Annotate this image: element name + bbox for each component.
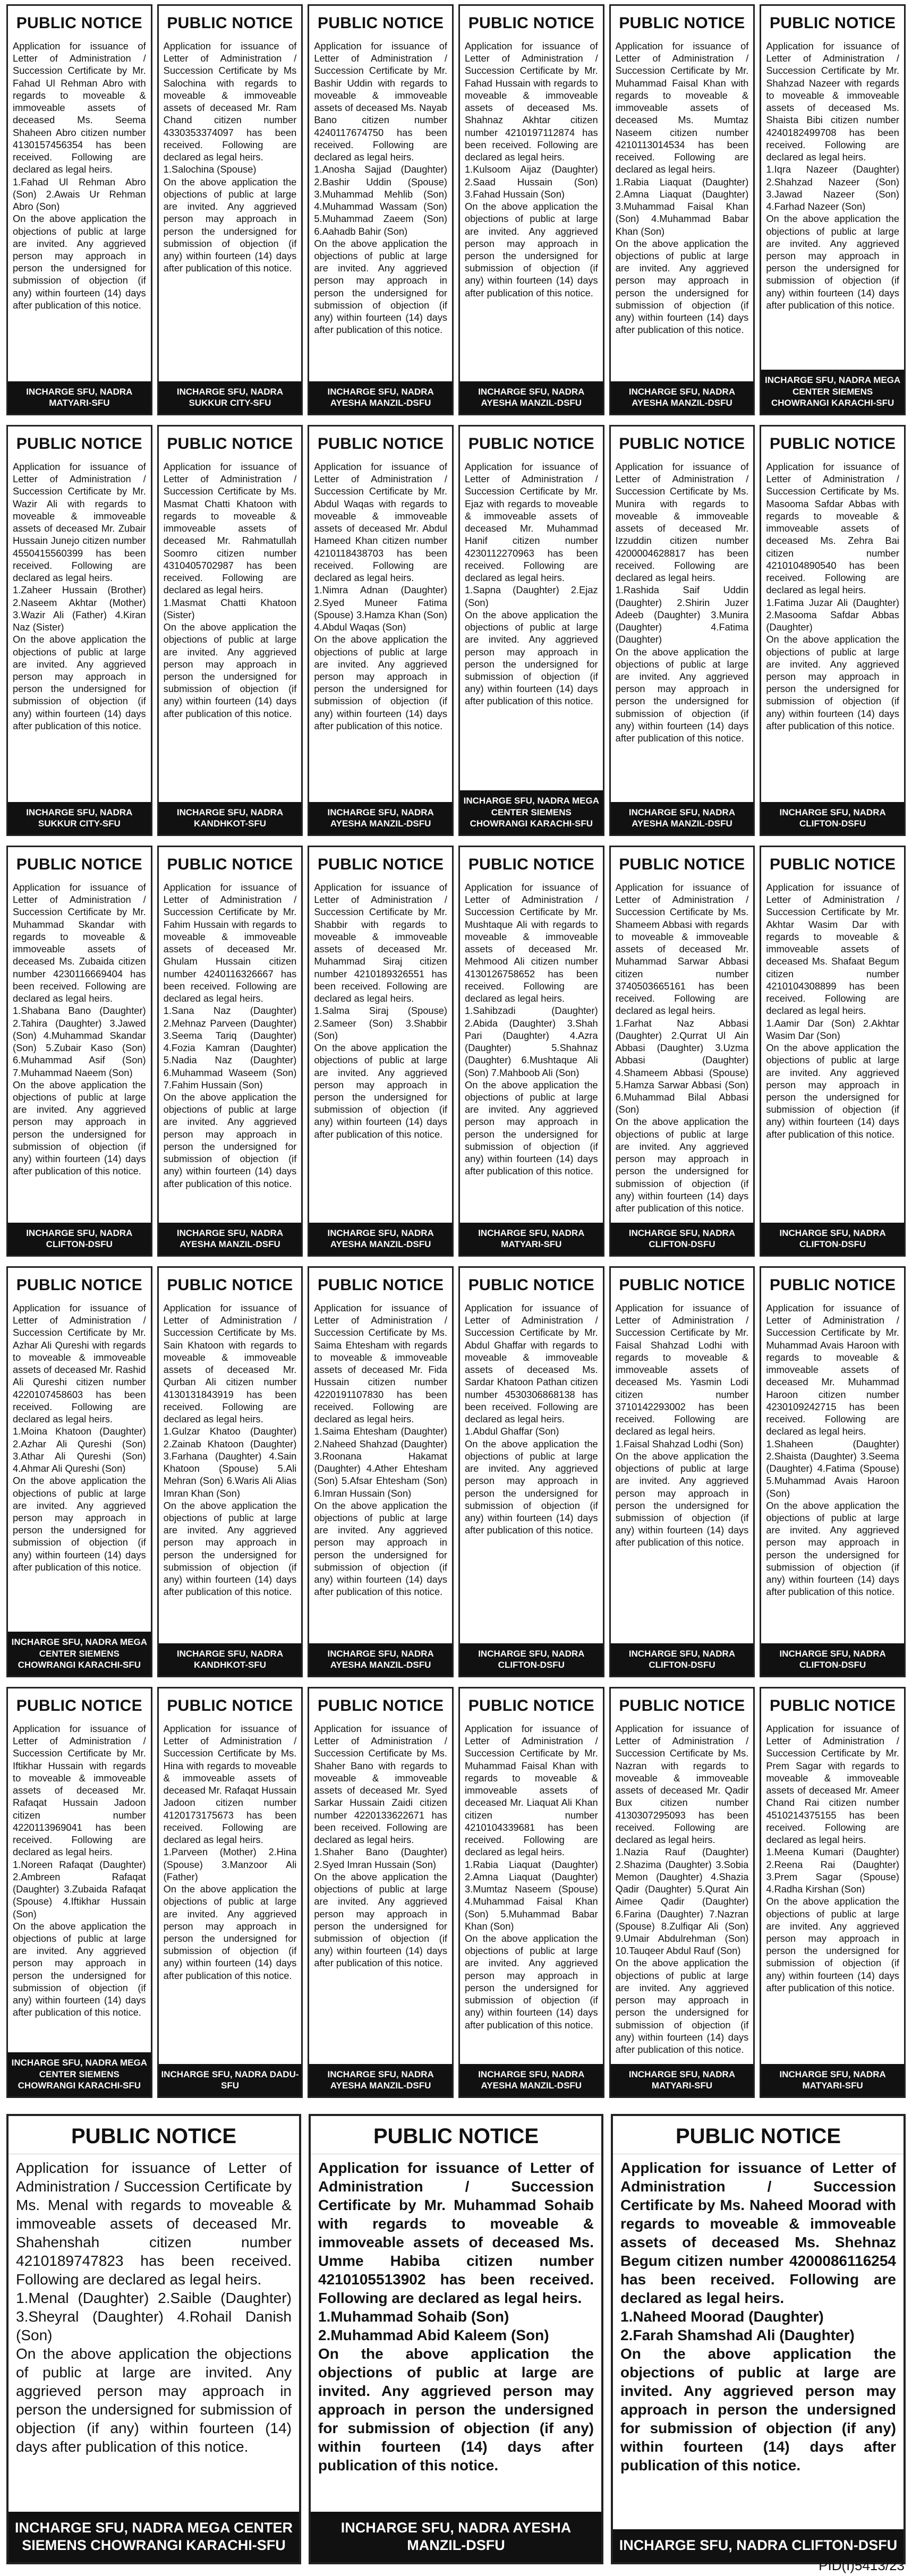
notice-title: PUBLIC NOTICE [468, 14, 594, 32]
notice-title: PUBLIC NOTICE [613, 2116, 904, 2154]
notice-body: Application for issuance of Letter of Administration / Succession Certificate by Ms. Saima Ehtesham with regards to moveable & immoveable assets of deceased Mr. Fida Hussain citizen number 4220191107830 has been received. Following are declared as legal heirs. 1.Saima Ehtesham (Daughter) 2.Naheed Shahzad (Daughter) 3.Roonana Hakamat (Daughter) 4.Ather Ehtesham (Son) 5.Afsar Ehtesham (Son) 6.Imran Hussain (Son) On the above application the objections of public at large are invited. Any aggrieved person may approach in person the undersigned for submission of objection (if any) within fourteen (14) days after publication of this notice. [314, 1302, 447, 1598]
notice-signatory: INCHARGE SFU, NADRA AYESHA MANZIL-DSFU [611, 381, 754, 414]
notice-body: Application for issuance of Letter of Administration / Succession Certificate by Mr. Abdul Waqas with regards to moveable & immoveable assets of deceased Mr. Abdul Hameed Khan citizen number 4210118438703 has been received. Following are declared as legal heirs. 1.Nimra Adnan (Daughter) 2.Syed Muneer Fatima (Spouse) 3.Hamza Khan (Son) 4.Abdul Waqas (Son) On the above application the objections of public at large are invited. Any aggrieved person may approach in person the undersigned for submission of objection (if any) within fourteen (14) days after publication of this notice. [314, 461, 447, 731]
publication-id: PID(I)5413/23 [819, 2557, 905, 2573]
notice-signatory: INCHARGE SFU, NADRA AYESHA MANZIL-DSFU [311, 2512, 601, 2563]
public-notice [609, 846, 755, 1257]
notice-title: PUBLIC NOTICE [318, 856, 444, 873]
notice-signatory: INCHARGE SFU, NADRA KANDHKOT-SFU [159, 802, 302, 835]
notice-title: PUBLIC NOTICE [619, 1697, 745, 1715]
public-notice [609, 4, 755, 415]
notice-body: Application for issuance of Letter of Administration / Succession Certificate by Mr. Iftikhar Hussain with regards to moveable & immoveable assets of deceased Mr. Rafaqat Hussain Jadoon citizen number 4220113969041 has been received. Following are declared as legal heirs. 1.Noreen Rafaqat (Daughter) 2.Ambreen Rafaqat (Daughter) 3.Zubaida Rafaqat (Spouse) 4.Iftikhar Hussain (Son) On the above application the objections of public at large are invited. Any aggrieved person may approach in person the undersigned for submission of objection (if any) within fourteen (14) days after publication of this notice. [13, 1723, 146, 2018]
notice-body: Application for issuance of Letter of Administration / Succession Certificate by Mr. Prem Sagar with regards to moveable & immoveable assets of deceased Mr. Ameer Chand Rai citizen number 4510214375155 has been received. Following are declared as legal heirs. 1.Meena Kumari (Daughter) 2.Reena Rai (Daughter) 3.Prem Sagar (Spouse) 4.Radha Kirshan (Son) On the above application the objections of public at large are invited. Any aggrieved person may approach in person the undersigned for submission of objection (if any) within fourteen (14) days after publication of this notice. [766, 1723, 899, 1993]
public-notice [6, 425, 152, 836]
notice-body: Application for issuance of Letter of Administration / Succession Certificate by Ms. Nazran with regards to moveable & immoveable assets of deceased Mr. Qadir Bux citizen number 4130307295093 has been received. Following are declared as legal heirs. 1.Nazia Rauf (Daughter) 2.Shazima (Daughter) 3.Sobia Memon (Daughter) 4.Shazia Qadir (Daughter) 5.Qurat Ain Aimee Qadir (Daughter) 6.Farina (Daughter) 7.Nazran (Spouse) 8.Zulfiqar Ali (Son) 9.Umair Abdulrehman (Son) 10.Tauqeer Abdul Rauf (Son) On the above application the objections of public at large are invited. Any aggrieved person may approach in person the undersigned for submission of objection (if any) within fourteen (14) days after publication of this notice. [615, 1723, 749, 2055]
public-notice [458, 846, 604, 1257]
notice-title: PUBLIC NOTICE [770, 14, 896, 32]
public-notice [157, 1687, 303, 2098]
notice-body: Application for issuance of Letter of Administration / Succession Certificate by Ms. Shaher Bano with regards to moveable & immoveable assets of deceased Mr. Syed Sarkar Hussain Zaidi citizen number 4220133622671 has been received. Following are declared as legal heirs. 1.Shaher Bano (Daughter) 2.Syed Imran Hussain (Son) On the above application the objections of public at large are invited. Any aggrieved person may approach in person the undersigned for submission of objection (if any) within fourteen (14) days after publication of this notice. [314, 1723, 447, 1969]
notice-title: PUBLIC NOTICE [16, 1697, 142, 1715]
notice-signatory: INCHARGE SFU, NADRA MEGA CENTER SIEMENS CHOWRANGI KARACHI-SFU [8, 1632, 151, 1676]
notice-title: PUBLIC NOTICE [16, 435, 142, 453]
public-notice [308, 1266, 454, 1677]
notice-signatory: INCHARGE SFU, NADRA KANDHKOT-SFU [159, 1643, 302, 1676]
notice-signatory: INCHARGE SFU, NADRA MATYARI-SFU [460, 1223, 603, 1256]
notice-signatory: INCHARGE SFU, NADRA AYESHA MANZIL-DSFU [611, 802, 754, 835]
public-notice [760, 425, 906, 836]
notice-signatory: INCHARGE SFU, NADRA AYESHA MANZIL-DSFU [309, 1643, 452, 1676]
notice-title: PUBLIC NOTICE [619, 14, 745, 32]
public-notice [308, 4, 454, 415]
notice-title: PUBLIC NOTICE [167, 14, 293, 32]
notice-signatory: INCHARGE SFU, NADRA CLIFTON-DSFU [8, 1223, 151, 1256]
notice-signatory: INCHARGE SFU, NADRA CLIFTON-DSFU [460, 1643, 603, 1676]
notice-signatory: INCHARGE SFU, NADRA CLIFTON-DSFU [761, 1223, 904, 1256]
notice-body: Application for issuance of Letter of Administration / Succession Certificate by Mr. Azhar Ali Qureshi with regards to moveable & immoveable assets of deceased Mr. Rashid Ali Qureshi citizen number 4220107458603 has been received. Following are declared as legal heirs. 1.Moina Khatoon (Daughter) 2.Azhar Ali Qureshi (Son) 3.Athar Ali Qureshi (Son) 4.Ahmar Ali Qureshi (Son) On the above application the objections of public at large are invited. Any aggrieved person may approach in person the undersigned for submission of objection (if any) within fourteen (14) days after publication of this notice. [13, 1302, 146, 1573]
large-notice-row [6, 2114, 906, 2564]
notice-signatory: INCHARGE SFU, NADRA CLIFTON-DSFU [761, 802, 904, 835]
public-notice [6, 2114, 301, 2564]
public-notice [458, 4, 604, 415]
notice-body: Application for issuance of Letter of Administration / Succession Certificate by Ms. Masooma Safdar Abbas with regards to moveable & immoveable assets of deceased Ms. Zehra Bai citizen number 4210104890540 has been received. Following are declared as legal heirs. 1.Fatima Juzar Ali (Daughter) 2.Masooma Safdar Abbas (Daughter) On the above application the objections of public at large are invited. Any aggrieved person may approach in person the undersigned for submission of objection (if any) within fourteen (14) days after publication of this notice. [766, 461, 899, 731]
notice-signatory: INCHARGE SFU, NADRA AYESHA MANZIL-DSFU [460, 381, 603, 414]
notice-signatory: INCHARGE SFU, NADRA SUKKUR CITY-SFU [8, 802, 151, 835]
notice-signatory: INCHARGE SFU, NADRA MATYARI-SFU [8, 381, 151, 414]
public-notice [609, 1266, 755, 1677]
public-notice [458, 1266, 604, 1677]
notice-signatory: INCHARGE SFU, NADRA MEGA CENTER SIEMENS CHOWRANGI KARACHI-SFU [8, 2052, 151, 2096]
notice-title: PUBLIC NOTICE [318, 1276, 444, 1294]
notice-body: Application for issuance of Letter of Administration / Succession Certificate by Mr. Fahad Ul Rehman Abro with regards to moveable & immoveable assets of deceased Ms. Seema Shaheen Abro citizen number 4130157456354 has been received. Following are declared as legal heirs. 1.Fahad Ul Rehman Abro (Son) 2.Awais Ur Rehman Abro (Son) On the above application the objections of public at large are invited. Any aggrieved person may approach in person the undersigned for submission of objection (if any) within fourteen (14) days after publication of this notice. [13, 40, 146, 311]
public-notice [308, 846, 454, 1257]
notice-signatory: INCHARGE SFU, NADRA AYESHA MANZIL-DSFU [159, 1223, 302, 1256]
notice-body: Application for issuance of Letter of Administration / Succession Certificate by Mr. Muhammad Avais Haroon with regards to moveable & immoveable assets of deceased Mr. Muhammad Haroon citizen number 4230109242715 has been received. Following are declared as legal heirs. 1.Shaheen (Daughter) 2.Shaista (Daughter) 3.Seema (Daughter) 4.Fatima (Spouse) 5.Muhammad Avais Haroon (Son) On the above application the objections of public at large are invited. Any aggrieved person may approach in person the undersigned for submission of objection (if any) within fourteen (14) days after publication of this notice. [766, 1302, 899, 1598]
notice-signatory: INCHARGE SFU, NADRA AYESHA MANZIL-DSFU [460, 2064, 603, 2097]
notice-signatory: INCHARGE SFU, NADRA MATYARI-SFU [611, 2064, 754, 2097]
notice-title: PUBLIC NOTICE [770, 1276, 896, 1294]
notice-body: Application for issuance of Letter of Administration / Succession Certificate by Ms. Sain Khatoon with regards to moveable & immoveable assets of deceased Mr. Qurban Ali citizen number 4130131843919 has been received. Following are declared as legal heirs. 1.Gulzar Khatoo (Daughter) 2.Zainab Khatoon (Daughter) 3.Farhana (Daughter) 4.Sain Khatoon (Spouse) 5.Ali Mehran (Son) 6.Waris Ali Alias Imran Khan (Son) On the above application the objections of public at large are invited. Any aggrieved person may approach in person the undersigned for submission of objection (if any) within fourteen (14) days after publication of this notice. [163, 1302, 297, 1598]
public-notice [609, 1687, 755, 2098]
notice-body: Application for issuance of Letter of Administration / Succession Certificate by Mr. Faisal Shahzad Lodhi with regards to moveable & immoveable assets of deceased Ms. Yasmin Lodi citizen number 3710142293002 has been received. Following are declared as legal heirs. 1.Faisal Shahzad Lodhi (Son) On the above application the objections of public at large are invited. Any aggrieved person may approach in person the undersigned for submission of objection (if any) within fourteen (14) days after publication of this notice. [615, 1302, 749, 1548]
notice-title: PUBLIC NOTICE [16, 856, 142, 873]
notice-title: PUBLIC NOTICE [619, 435, 745, 453]
notice-body: Application for issuance of Letter of Administration / Succession Certificate by Ms. Hina with regards to moveable & immoveable assets of deceased Mr. Rafaqat Hussain Jadoon citizen number 4120173175673 has been received. Following are declared as legal heirs. 1.Parveen (Mother) 2.Hina (Spouse) 3.Manzoor Ali (Father) On the above application the objections of public at large are invited. Any aggrieved person may approach in person the undersigned for submission of objection (if any) within fourteen (14) days after publication of this notice. [163, 1723, 297, 1981]
public-notice [308, 1687, 454, 2098]
notice-title: PUBLIC NOTICE [16, 14, 142, 32]
notice-signatory: INCHARGE SFU, NADRA AYESHA MANZIL-DSFU [309, 2064, 452, 2097]
notice-signatory: INCHARGE SFU, NADRA MATYARI-SFU [761, 2064, 904, 2097]
notice-title: PUBLIC NOTICE [167, 1697, 293, 1715]
notice-body: Application for issuance of Letter of Administration / Succession Certificate by Mr. Wazir Ali with regards to moveable & immoveable assets of deceased Mr. Zubair Hussain Junejo citizen number 4550415560399 has been received. Following are declared as legal heirs. 1.Zaheer Hussain (Brother) 2.Naseem Akhtar (Mother) 3.Wazir Ali (Father) 4.Kiran Naz (Sister) On the above application the objections of public at large are invited. Any aggrieved person may approach in person the undersigned for submission of objection (if any) within fourteen (14) days after publication of this notice. [13, 461, 146, 731]
notice-body: Application for issuance of Letter of Administration / Succession Certificate by Mr. Mushtaque Ali with regards to moveable & immoveable assets of deceased Mr. Mehmood Ali citizen number 4130126758652 has been received. Following are declared as legal heirs. 1.Sahibzadi (Daughter) 2.Abida (Daughter) 3.Shah Pari (Daughter) 4.Azra (Daughter) 5.Shahnaz (Daughter) 6.Mushtaque Ali (Son) 7.Mahboob Ali (Son) On the above application the objections of public at large are invited. Any aggrieved person may approach in person the undersigned for submission of objection (if any) within fourteen (14) days after publication of this notice. [464, 882, 598, 1177]
public-notice [6, 1266, 152, 1677]
notice-signatory: INCHARGE SFU, NADRA SUKKUR CITY-SFU [159, 381, 302, 414]
notice-signatory: INCHARGE SFU, NADRA AYESHA MANZIL-DSFU [309, 381, 452, 414]
public-notice [458, 1687, 604, 2098]
notice-body: Application for issuance of Letter of Administration / Succession Certificate by Mr. Abdul Ghaffar with regards to moveable & immoveable assets of deceased Ms. Sardar Khatoon Pathan citizen number 4530306868138 has been received. Following are declared as legal heirs. 1.Abdul Ghaffar (Son) On the above application the objections of public at large are invited. Any aggrieved person may approach in person the undersigned for submission of objection (if any) within fourteen (14) days after publication of this notice. [464, 1302, 598, 1536]
notice-body: Application for issuance of Letter of Administration / Succession Certificate by Mr. Muhammad Faisal Khan with regards to moveable & immoveable assets of deceased Mr. Liaquat Ali Khan citizen number 4210104339681 has been received. Following are declared as legal heirs. 1.Rabia Liaquat (Daughter) 2.Amna Liaquat (Daughter) 3.Mumtaz Naseem (Spouse) 4.Muhammad Faisal Khan (Son) 5.Muhammad Babar Khan (Son) On the above application the objections of public at large are invited. Any aggrieved person may approach in person the undersigned for submission of objection (if any) within fourteen (14) days after publication of this notice. [464, 1723, 598, 2031]
public-notice [157, 1266, 303, 1677]
notice-title: PUBLIC NOTICE [167, 435, 293, 453]
notice-title: PUBLIC NOTICE [468, 856, 594, 873]
notice-body: Application for issuance of Letter of Administration / Succession Certificate by Mr. Ejaz with regards to moveable & immoveable assets of deceased Mr. Muhammad Hanif citizen number 4230112270963 has been received. Following are declared as legal heirs. 1.Sapna (Daughter) 2.Ejaz (Son) On the above application the objections of public at large are invited. Any aggrieved person may approach in person the undersigned for submission of objection (if any) within fourteen (14) days after publication of this notice. [464, 461, 598, 707]
notice-body: Application for issuance of Letter of Administration / Succession Certificate by Mr. Muhammad Skandar with regards to moveable & immoveable assets of deceased Ms. Zubaida citizen number 4230116669404 has been received. Following are declared as legal heirs. 1.Shabana Bano (Daughter) 2.Tahira (Daughter) 3.Jawed (Son) 4.Muhammad Skandar (Son) 5.Zubair Kaso (Son) 6.Muhammad Asif (Son) 7.Muhammad Naeem (Son) On the above application the objections of public at large are invited. Any aggrieved person may approach in person the undersigned for submission of objection (if any) within fourteen (14) days after publication of this notice. [13, 882, 146, 1177]
notice-grid [6, 4, 906, 2098]
notice-body: Application for issuance of Letter of Administration / Succession Certificate by Mr. Bashir Uddin with regards to moveable & immoveable assets of deceased Ms. Nayab Bano citizen number 4240117674750 has been received. Following are declared as legal heirs. 1.Anosha Sajjad (Daughter) 2.Bashir Uddin (Spouse) 3.Muhammad Mehlib (Son) 4.Muhammad Wassam (Son) 5.Muhammad Zaeem (Son) 6.Aahadb Bahir (Son) On the above application the objections of public at large are invited. Any aggrieved person may approach in person the undersigned for submission of objection (if any) within fourteen (14) days after publication of this notice. [314, 40, 447, 336]
notice-title: PUBLIC NOTICE [770, 856, 896, 873]
notice-title: PUBLIC NOTICE [770, 435, 896, 453]
notice-title: PUBLIC NOTICE [318, 435, 444, 453]
notice-signatory: INCHARGE SFU, NADRA AYESHA MANZIL-DSFU [309, 802, 452, 835]
notice-signatory: INCHARGE SFU, NADRA MEGA CENTER SIEMENS CHOWRANGI KARACHI-SFU [460, 790, 603, 834]
public-notice [6, 1687, 152, 2098]
notice-signatory: INCHARGE SFU, NADRA CLIFTON-DSFU [761, 1643, 904, 1676]
public-notice [458, 425, 604, 836]
notice-signatory: INCHARGE SFU, NADRA CLIFTON-DSFU [613, 2529, 904, 2562]
notice-body: Application for issuance of Letter of Administration / Succession Certificate by Mr. Muhammad Sohaib with regards to moveable & immoveable assets of deceased Ms. Umme Habiba citizen number 4210105513902 has been received. Following are declared as legal heirs. 1.Muhammad Sohaib (Son) 2.Muhammad Abid Kaleem (Son) On the above application the objections of public at large are invited. Any aggrieved person may approach in person the undersigned for submission of objection (if any) within fourteen (14) days after publication of this notice. [318, 2160, 594, 2473]
notice-signatory: INCHARGE SFU, NADRA MEGA CENTER SIEMENS CHOWRANGI KARACHI-SFU [8, 2512, 299, 2563]
public-notice [760, 1266, 906, 1677]
notice-title: PUBLIC NOTICE [167, 1276, 293, 1294]
notice-signatory: INCHARGE SFU, NADRA CLIFTON-DSFU [611, 1643, 754, 1676]
notice-body: Application for issuance of Letter of Administration / Succession Certificate by Mr. Muhammad Faisal Khan with regards to moveable & immoveable assets of deceased Ms. Mumtaz Naseem citizen number 4210113014534 has been received. Following are declared as legal heirs. 1.Rabia Liaquat (Daughter) 2.Amna Liaquat (Daughter) 3.Muhammad Faisal Khan (Son) 4.Muhammad Babar Khan (Son) On the above application the objections of public at large are invited. Any aggrieved person may approach in person the undersigned for submission of objection (if any) within fourteen (14) days after publication of this notice. [615, 40, 749, 336]
public-notice [609, 425, 755, 836]
notice-body: Application for issuance of Letter of Administration / Succession Certificate by Mr. Shabbir with regards to moveable & immoveable assets of deceased Mr. Muhammad Siraj citizen number 4210189326551 has been received. Following are declared as legal heirs. 1.Salma Siraj (Spouse) 2.Sameer (Son) 3.Shabbir (Son) On the above application the objections of public at large are invited. Any aggrieved person may approach in person the undersigned for submission of objection (if any) within fourteen (14) days after publication of this notice. [314, 882, 447, 1140]
notice-body: Application for issuance of Letter of Administration / Succession Certificate by Mr. Fahad Hussain with regards to moveable & immoveable assets of deceased Ms. Shahnaz Akhtar citizen number 4210197112874 has been received. Following are declared as legal heirs. 1.Kulsoom Aijaz (Daughter) 2.Saad Hussain (Son) 3.Fahad Hussain (Son) On the above application the objections of public at large are invited. Any aggrieved person may approach in person the undersigned for submission of objection (if any) within fourteen (14) days after publication of this notice. [464, 40, 598, 298]
notice-title: PUBLIC NOTICE [16, 1276, 142, 1294]
public-notice [760, 1687, 906, 2098]
public-notice [6, 4, 152, 415]
notice-body: Application for issuance of Letter of Administration / Succession Certificate by Ms. Masmat Chatti Khatoon with regards to moveable & immoveable assets of deceased Mr. Rahmatullah Soomro citizen number 4310405702987 has been received. Following are declared as legal heirs. 1.Masmat Chatti Khatoon (Sister) On the above application the objections of public at large are invited. Any aggrieved person may approach in person the undersigned for submission of objection (if any) within fourteen (14) days after publication of this notice. [163, 461, 297, 719]
public-notice [157, 425, 303, 836]
notice-title: PUBLIC NOTICE [619, 856, 745, 873]
notice-title: PUBLIC NOTICE [619, 1276, 745, 1294]
notice-title: PUBLIC NOTICE [468, 1276, 594, 1294]
notice-title: PUBLIC NOTICE [311, 2116, 601, 2154]
notice-title: PUBLIC NOTICE [318, 1697, 444, 1715]
notice-body: Application for issuance of Letter of Administration / Succession Certificate by Mr. Fahim Hussain with regards to moveable & immoveable assets of deceased Mr. Ghulam Hussain citizen number 4240116326667 has been received. Following are declared as legal heirs. 1.Sana Naz (Daughter) 2.Mehnaz Parveen (Daughter) 3.Seema Tariq (Daughter) 4.Fozia Kamran (Daughter) 5.Nadia Naz (Daughter) 6.Muhammad Waseem (Son) 7.Fahim Hussain (Son) On the above application the objections of public at large are invited. Any aggrieved person may approach in person the undersigned for submission of objection (if any) within fourteen (14) days after publication of this notice. [163, 882, 297, 1189]
notice-signatory: INCHARGE SFU, NADRA CLIFTON-DSFU [611, 1223, 754, 1256]
public-notice [760, 4, 906, 415]
notice-body: Application for issuance of Letter of Administration / Succession Certificate by Mr. Akhtar Wasim Dar with regards to moveable & immoveable assets of deceased Ms. Shafaat Begum citizen number 4210104308899 has been received. Following are declared as legal heirs. 1.Aamir Dar (Son) 2.Akhtar Wasim Dar (Son) On the above application the objections of public at large are invited. Any aggrieved person may approach in person the undersigned for submission of objection (if any) within fourteen (14) days after publication of this notice. [766, 882, 899, 1140]
notice-body: Application for issuance of Letter of Administration / Succession Certificate by Ms. Naheed Moorad with regards to moveable & immoveable assets of deceased Ms. Shehnaz Begum citizen number 4200086116254 has been received. Following are declared as legal heirs. 1.Naheed Moorad (Daughter) 2.Farah Shamshad Ali (Daughter) On the above application the objections of public at large are invited. Any aggrieved person may approach in person the undersigned for submission of objection (if any) within fourteen (14) days after publication of this notice. [620, 2160, 896, 2473]
notice-body: Application for issuance of Letter of Administration / Succession Certificate by Ms Salochina with regards to moveable & immoveable assets of deceased Mr. Ram Chand citizen number 4330353374097 has been received. Following are declared as legal heirs. 1.Salochina (Spouse) On the above application the objections of public at large are invited. Any aggrieved person may approach in person the undersigned for submission of objection (if any) within fourteen (14) days after publication of this notice. [163, 40, 297, 274]
public-notice [308, 425, 454, 836]
notice-title: PUBLIC NOTICE [468, 435, 594, 453]
public-notice [157, 846, 303, 1257]
public-notice [611, 2114, 906, 2564]
public-notice [6, 846, 152, 1257]
notice-title: PUBLIC NOTICE [468, 1697, 594, 1715]
notice-title: PUBLIC NOTICE [8, 2116, 299, 2154]
notice-body: Application for issuance of Letter of Administration / Succession Certificate by Ms. Menal with regards to moveable & immoveable assets of deceased Mr. Shahenshah citizen number 4210189747823 has been received. Following are declared as legal heirs. 1.Menal (Daughter) 2.Saible (Daughter) 3.Sheyral (Daughter) 4.Rohail Danish (Son) On the above application the objections of public at large are invited. Any aggrieved person may approach in person the undersigned for submission of objection (if any) within fourteen (14) days after publication of this notice. [16, 2160, 292, 2455]
public-notice [309, 2114, 603, 2564]
notice-title: PUBLIC NOTICE [770, 1697, 896, 1715]
public-notice [157, 4, 303, 415]
notice-body: Application for issuance of Letter of Administration / Succession Certificate by Ms. Munira with regards to moveable & immoveable assets of deceased Mr. Izzuddin citizen number 4200004628817 has been received. Following are declared as legal heirs. 1.Rashida Saif Uddin (Daughter) 2.Shirin Juzer Adeeb (Daughter) 3.Munira (Daughter) 4.Fatima (Daughter) On the above application the objections of public at large are invited. Any aggrieved person may approach in person the undersigned for submission of objection (if any) within fourteen (14) days after publication of this notice. [615, 461, 749, 744]
notice-title: PUBLIC NOTICE [167, 856, 293, 873]
public-notice [760, 846, 906, 1257]
notice-body: Application for issuance of Letter of Administration / Succession Certificate by Ms. Shameem Abbasi with regards to moveable & immoveable assets of deceased Mr. Muhammad Sarwar Abbasi citizen number 3740503665161 has been received. Following are declared as legal heirs. 1.Farhat Naz Abbasi (Daughter) 2.Qurrat Ul Ain Abbasi (Daughter) 3.Uzma Abbasi (Daughter) 4.Shameem Abbasi (Spouse) 5.Hamza Sarwar Abbasi (Son) 6.Muhammad Bilal Abbasi (Son) On the above application the objections of public at large are invited. Any aggrieved person may approach in person the undersigned for submission of objection (if any) within fourteen (14) days after publication of this notice. [615, 882, 749, 1214]
notice-signatory: INCHARGE SFU, NADRA AYESHA MANZIL-DSFU [309, 1223, 452, 1256]
notice-signatory: INCHARGE SFU, NADRA MEGA CENTER SIEMENS CHOWRANGI KARACHI-SFU [761, 370, 904, 414]
notice-signatory: INCHARGE SFU, NADRA DADU-SFU [159, 2064, 302, 2097]
notice-body: Application for issuance of Letter of Administration / Succession Certificate by Mr. Shahzad Nazeer with regards to moveable & immoveable assets of deceased Ms. Shaista Bibi citizen number 4240182499708 has been received. Following are declared as legal heirs. 1.Iqra Nazeer (Daughter) 2.Shahzad Nazeer (Son) 3.Jawad Nazeer (Son) 4.Farhad Nazeer (Son) On the above application the objections of public at large are invited. Any aggrieved person may approach in person the undersigned for submission of objection (if any) within fourteen (14) days after publication of this notice. [766, 40, 899, 311]
notice-title: PUBLIC NOTICE [318, 14, 444, 32]
